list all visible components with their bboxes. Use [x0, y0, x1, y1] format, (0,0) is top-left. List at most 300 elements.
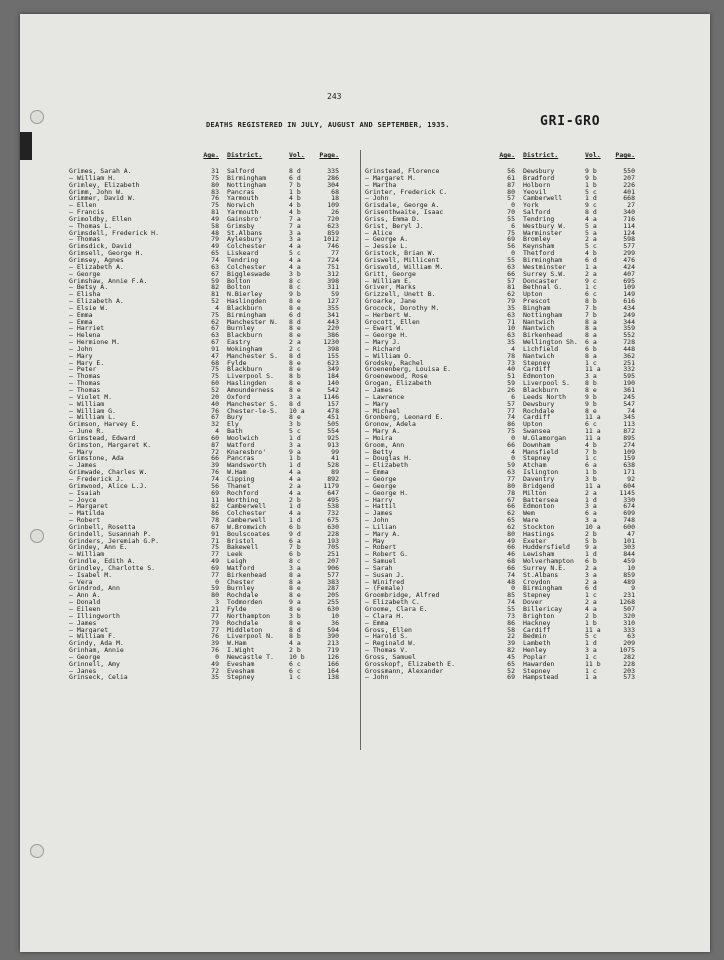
- entry-volume: 7 b: [585, 447, 597, 456]
- entry-volume: 8 a: [289, 577, 301, 586]
- entry-volume: 6 b: [585, 557, 597, 566]
- entry-district: Leeds North: [523, 393, 567, 401]
- entry-page: 226: [623, 180, 635, 189]
- entry-district: Stepney: [523, 359, 551, 367]
- entry-district: Liskeard: [227, 250, 259, 257]
- entry-volume: 9 c: [585, 276, 597, 285]
- entry-name: Groenenberg, Louisa E.: [365, 366, 452, 374]
- entry-district: Westminster: [523, 263, 567, 271]
- entry-age: 76: [211, 632, 219, 641]
- entry-page: 114: [623, 221, 635, 230]
- entry-page: 286: [327, 173, 339, 182]
- entry-age: 0: [511, 201, 515, 210]
- entry-district: Ware: [523, 517, 539, 524]
- entry-name: — Margaret: [69, 503, 109, 511]
- entry-name: Grist, Beryl J.: [365, 222, 424, 230]
- entry-name: — Lawrence: [365, 393, 405, 401]
- entry-age: 66: [211, 454, 219, 463]
- entry-district: Thetford: [523, 250, 555, 257]
- entry-district: Blackburn: [523, 387, 559, 394]
- entry-volume: 1 d: [585, 550, 597, 559]
- entry-page: 577: [623, 242, 635, 251]
- entry-name: — James: [69, 619, 97, 627]
- entry-district: Nantwich: [523, 318, 555, 326]
- entry-district: Woolwich: [227, 434, 259, 442]
- entry-district: Blackburn: [227, 332, 263, 340]
- entry-name: Griver, Marks: [365, 284, 416, 292]
- entry-district: Fylde: [227, 359, 247, 367]
- entry-name: — James: [69, 462, 97, 470]
- entry-district: Bradford: [523, 174, 555, 182]
- entry-name: Grimm, John W.: [69, 188, 124, 196]
- entry-volume: 7 b: [289, 180, 301, 189]
- entry-name: Grindell, Susannah P.: [69, 530, 152, 538]
- entry-volume: 1 b: [289, 454, 301, 463]
- entry-volume: 3 a: [289, 235, 301, 244]
- entry-volume: 8 e: [289, 297, 301, 306]
- entry-page: 207: [623, 173, 635, 182]
- entry-district: Prescot: [523, 298, 551, 305]
- entry-name: — William O.: [365, 352, 412, 360]
- entry-page: 448: [623, 344, 635, 353]
- entry-name: — Douglas H.: [365, 455, 412, 463]
- entry-page: 231: [623, 591, 635, 600]
- entry-page: 668: [623, 194, 635, 203]
- entry-name: — Clara H.: [365, 612, 405, 620]
- entry-age: 67: [211, 338, 219, 347]
- entry-district: Camberwell: [227, 517, 267, 524]
- entry-volume: 9 a: [289, 598, 301, 607]
- entry-age: 78: [507, 351, 515, 360]
- entry-district: Huddersfield: [523, 544, 570, 552]
- punch-hole-bottom: [30, 844, 44, 858]
- entry-page: 550: [623, 167, 635, 175]
- entry-age: 61: [507, 173, 515, 182]
- entry-age: 73: [507, 358, 515, 367]
- entry-district: Westbury W.: [523, 222, 567, 230]
- entry-page: 355: [327, 303, 339, 312]
- entry-name: Grinnell, Amy: [69, 660, 120, 668]
- entry-age: 59: [507, 461, 515, 470]
- entry-page: 245: [623, 392, 635, 401]
- entry-district: Blackburn: [227, 366, 263, 374]
- entry-volume: 9 d: [289, 529, 301, 538]
- entry-name: — Emma: [69, 318, 93, 326]
- entry-district: Hackney: [523, 619, 551, 627]
- entry-district: Swansea: [523, 428, 551, 435]
- entry-district: Battersea: [523, 496, 559, 504]
- entry-volume: 3 a: [289, 563, 301, 572]
- entry-age: 79: [211, 235, 219, 244]
- entry-age: 82: [507, 646, 515, 655]
- entry-volume: 1 d: [289, 502, 301, 511]
- entry-name: Grinseck, Celia: [69, 674, 128, 682]
- entry-page: 398: [327, 344, 339, 353]
- entry-age: 69: [507, 235, 515, 244]
- entry-page: 895: [623, 433, 635, 442]
- entry-volume: 8 b: [585, 379, 597, 388]
- entry-district: Downham: [523, 441, 551, 449]
- entry-name: — Hermione M.: [69, 339, 120, 346]
- entry-age: 22: [507, 632, 515, 641]
- entry-volume: 10 b: [289, 652, 305, 661]
- entry-name: Gross, Samuel: [365, 653, 416, 661]
- entry-district: Holborn: [523, 181, 551, 189]
- entry-age: 63: [211, 262, 219, 271]
- entry-page: 333: [623, 625, 635, 634]
- entry-name: Grosskopf, Elizabeth E.: [365, 660, 456, 668]
- entry-name: Grimson, Harvey E.: [69, 421, 140, 429]
- entry-district: Stockton: [523, 523, 555, 531]
- entry-name: — May: [365, 537, 385, 545]
- entry-page: 594: [327, 625, 339, 634]
- entry-page: 155: [327, 351, 339, 360]
- entry-district: Evesham: [227, 667, 255, 675]
- entry-volume: 8 c: [289, 283, 301, 292]
- entry-district: St.Albans: [523, 571, 559, 579]
- entry-volume: 4 a: [289, 242, 301, 251]
- entry-page: 616: [623, 297, 635, 306]
- page-heading: DEATHS REGISTERED IN JULY, AUGUST AND SEPTEMBER, 1935.: [206, 121, 450, 129]
- entry-name: Groarke, Jane: [365, 298, 416, 305]
- entry-page: 304: [327, 180, 339, 189]
- entry-volume: 8 e: [289, 324, 301, 333]
- entry-age: 56: [211, 481, 219, 490]
- entry-district: Rochdale: [523, 407, 555, 415]
- entry-name: — Moira: [365, 434, 393, 442]
- entry-age: 39: [211, 461, 219, 470]
- entry-district: Bury: [227, 414, 243, 422]
- entry-age: 6: [511, 392, 515, 401]
- entry-district: Mansfield: [523, 448, 559, 456]
- entry-name: — Joyce: [69, 496, 97, 504]
- entry-volume: 1 b: [289, 187, 301, 196]
- entry-district: Nottingham: [523, 311, 563, 319]
- entry-name: — Ewart W.: [365, 325, 405, 333]
- entry-age: 55: [507, 255, 515, 264]
- entry-volume: 1 c: [289, 673, 301, 682]
- entry-volume: 4 a: [289, 255, 301, 264]
- entry-age: 47: [211, 351, 219, 360]
- left-column-header: [69, 150, 339, 168]
- entry-name: — Janes: [69, 667, 97, 675]
- entry-page: 1075: [619, 646, 635, 655]
- entry-district: Doncaster: [523, 277, 559, 285]
- entry-name: — Mary: [69, 448, 93, 456]
- entry-age: 76: [211, 646, 219, 655]
- entry-district: Watford: [227, 441, 255, 449]
- entry-page: 109: [623, 283, 635, 292]
- entry-name: — Martha: [365, 181, 397, 189]
- entry-volume: 2 a: [585, 269, 597, 278]
- entry-volume: 3 b: [289, 611, 301, 620]
- entry-age: 76: [211, 406, 219, 415]
- entry-district: Camberwell: [227, 503, 267, 511]
- entry-volume: 6 d: [289, 310, 301, 319]
- entry-page: 166: [327, 659, 339, 668]
- entry-name: — Mary: [365, 400, 389, 408]
- entry-age: 66: [507, 502, 515, 511]
- register-page: [20, 14, 710, 952]
- entry-volume: 1 c: [585, 591, 597, 600]
- entry-age: 65: [211, 249, 219, 258]
- entry-age: 77: [507, 406, 515, 415]
- entry-volume: 4 b: [289, 194, 301, 203]
- entry-name: — Winifred: [365, 578, 405, 586]
- entry-age: 49: [211, 214, 219, 223]
- entry-age: 65: [507, 659, 515, 668]
- entry-volume: 1 d: [585, 194, 597, 203]
- entry-page: 1012: [323, 235, 339, 244]
- entry-district: Manchester N.: [227, 318, 278, 326]
- entry-volume: 4 a: [289, 488, 301, 497]
- entry-volume: 11 a: [585, 427, 601, 436]
- entry-age: 85: [507, 591, 515, 600]
- entry-volume: 11 a: [585, 413, 601, 422]
- entry-district: Haslingden: [227, 380, 267, 387]
- entry-age: 72: [211, 447, 219, 456]
- entry-page: 724: [327, 255, 339, 264]
- entry-name: — Richard: [365, 345, 401, 353]
- entry-name: — George: [69, 653, 101, 661]
- entry-volume: 6 d: [585, 255, 597, 264]
- entry-page: 68: [331, 187, 339, 196]
- entry-age: 67: [211, 522, 219, 531]
- entry-age: 80: [211, 591, 219, 600]
- entry-age: 0: [215, 652, 219, 661]
- entry-district: Fylde: [227, 606, 247, 613]
- entry-name: Grimoldby, Ellen: [69, 215, 132, 223]
- entry-name: — Robert G.: [365, 551, 409, 559]
- entry-volume: 8 d: [289, 167, 301, 175]
- entry-name: — Jessie L.: [365, 243, 409, 251]
- entry-name: Griss, Emma D.: [365, 215, 420, 223]
- entry-page: 164: [327, 666, 339, 675]
- entry-district: Worthing: [227, 496, 259, 504]
- entry-district: Cipping: [227, 475, 255, 483]
- entry-volume: 2 a: [585, 488, 597, 497]
- entry-page: 213: [327, 639, 339, 648]
- entry-district: Dover: [523, 599, 543, 606]
- entry-district: Birmingham: [523, 256, 563, 264]
- entry-page: 249: [623, 310, 635, 319]
- entry-age: 77: [211, 625, 219, 634]
- entry-age: 55: [507, 214, 515, 223]
- entry-name: Grindy, Ada M.: [69, 640, 124, 648]
- entry-page: 361: [623, 386, 635, 394]
- entry-page: 630: [327, 605, 339, 613]
- entry-volume: 4 a: [585, 605, 597, 613]
- entry-age: 66: [507, 440, 515, 449]
- entry-page: 647: [327, 488, 339, 497]
- entry-volume: 11 a: [585, 365, 601, 374]
- entry-district: Cardiff: [523, 366, 551, 374]
- entry-district: Evesham: [227, 660, 255, 668]
- entry-age: 52: [211, 297, 219, 306]
- register-entry: [69, 674, 339, 681]
- entry-district: Wandsworth: [227, 462, 267, 470]
- entry-volume: 2 a: [585, 235, 597, 244]
- entry-age: 71: [211, 536, 219, 545]
- entry-district: Stepney: [227, 674, 255, 682]
- entry-page: 925: [327, 433, 339, 442]
- entry-volume: 1 a: [585, 262, 597, 271]
- entry-volume: 8 a: [585, 331, 597, 340]
- entry-district: Warminster: [523, 229, 563, 237]
- entry-district: Billericay: [523, 606, 563, 613]
- entry-district: Islington: [523, 469, 559, 476]
- entry-volume: 3 a: [585, 570, 597, 579]
- entry-age: 74: [211, 255, 219, 264]
- entry-page: 844: [623, 550, 635, 559]
- entry-volume: 1 c: [585, 666, 597, 675]
- entry-volume: 3 a: [289, 228, 301, 237]
- entry-page: 675: [327, 516, 339, 525]
- entry-name: — Thomas: [69, 380, 101, 387]
- entry-page: 505: [327, 420, 339, 429]
- entry-name: — Vera: [69, 578, 93, 586]
- entry-age: 80: [211, 180, 219, 189]
- entry-name: Griswell, Millicent: [365, 256, 440, 264]
- entry-volume: 1 c: [585, 652, 597, 661]
- entry-name: — Robert: [69, 517, 101, 524]
- entry-district: Colchester: [227, 243, 267, 251]
- entry-volume: 7 a: [289, 214, 301, 223]
- entry-district: Bromley: [523, 236, 551, 244]
- entry-age: 75: [211, 543, 219, 552]
- entry-volume: 3 b: [585, 474, 597, 483]
- entry-name: — George A.: [365, 236, 409, 244]
- entry-district: Keynsham: [523, 243, 555, 251]
- entry-age: 83: [211, 187, 219, 196]
- entry-page: 312: [327, 269, 339, 278]
- entry-age: 52: [507, 666, 515, 675]
- entry-page: 311: [327, 283, 339, 292]
- entry-page: 732: [327, 509, 339, 518]
- entry-age: 74: [507, 598, 515, 607]
- entry-volume: 8 e: [289, 331, 301, 340]
- entry-page: 451: [327, 413, 339, 422]
- entry-volume: 8 b: [585, 297, 597, 306]
- entry-page: 528: [327, 461, 339, 470]
- entry-district: Cardiff: [523, 626, 551, 634]
- entry-district: Tendring: [227, 256, 259, 264]
- entry-volume: 1 c: [585, 358, 597, 367]
- entry-age: 71: [507, 317, 515, 326]
- entry-volume: 1 c: [585, 283, 597, 292]
- entry-page: 362: [623, 351, 635, 360]
- entry-volume: 6 a: [585, 338, 597, 347]
- entry-district: Biggleswade: [227, 270, 271, 278]
- entry-volume: 1 a: [585, 673, 597, 682]
- entry-age: 68: [507, 557, 515, 566]
- entry-name: — Margaret: [69, 626, 109, 634]
- entry-volume: 8 e: [585, 406, 597, 415]
- entry-age: 52: [211, 386, 219, 394]
- entry-age: 74: [211, 474, 219, 483]
- entry-district: Pancras: [227, 188, 255, 196]
- district-header: District.: [523, 151, 559, 159]
- entry-volume: 5 c: [585, 187, 597, 196]
- entry-age: 20: [211, 392, 219, 401]
- entry-age: 81: [211, 208, 219, 217]
- entry-name: — William E.: [365, 277, 412, 285]
- entry-district: Dewsbury: [523, 400, 555, 408]
- entry-age: 91: [211, 529, 219, 538]
- entry-age: 35: [507, 338, 515, 347]
- entry-volume: 3 a: [585, 646, 597, 655]
- entry-age: 77: [211, 570, 219, 579]
- entry-volume: 6 a: [585, 509, 597, 518]
- entry-name: Grimshaw, Annie F.A.: [69, 277, 148, 285]
- entry-age: 79: [507, 297, 515, 306]
- entry-age: 66: [507, 563, 515, 572]
- entry-name: Gronow, Adela: [365, 421, 416, 429]
- entry-page: 600: [623, 522, 635, 531]
- entry-page: 303: [623, 543, 635, 552]
- entry-age: 0: [511, 249, 515, 258]
- entry-page: 36: [331, 618, 339, 627]
- entry-district: Tendring: [523, 215, 555, 223]
- entry-name: — Elsie W.: [69, 304, 109, 312]
- entry-page: 101: [623, 536, 635, 545]
- entry-volume: 3 a: [585, 372, 597, 381]
- entry-district: W.Ham: [227, 469, 247, 476]
- entry-district: Birmingham: [227, 174, 267, 182]
- entry-volume: 3 b: [289, 420, 301, 429]
- entry-district: Birmingham: [227, 311, 267, 319]
- entry-district: Liverpool N.: [227, 633, 274, 641]
- entry-volume: 7 b: [289, 543, 301, 552]
- entry-page: 47: [627, 529, 635, 538]
- entry-volume: 4 a: [289, 262, 301, 271]
- entry-district: Stepney: [523, 455, 551, 463]
- entry-volume: 3 a: [289, 392, 301, 401]
- entry-volume: 6 b: [289, 550, 301, 559]
- entry-district: Bakewell: [227, 544, 259, 552]
- entry-page: 10: [627, 563, 635, 572]
- entry-page: 359: [623, 324, 635, 333]
- entry-volume: 2 c: [289, 344, 301, 353]
- entry-age: 66: [507, 269, 515, 278]
- entry-age: 49: [507, 536, 515, 545]
- entry-name: Grimwade, Charles W.: [69, 469, 148, 476]
- entry-page: 699: [623, 509, 635, 518]
- entry-district: Nantwich: [523, 352, 555, 360]
- entry-name: — Illingworth: [69, 612, 120, 620]
- entry-district: Hastings: [523, 530, 555, 538]
- entry-district: Todmorden: [227, 599, 263, 606]
- entry-name: Grocott, Ellen: [365, 318, 420, 326]
- entry-age: 56: [507, 242, 515, 251]
- entry-page: 41: [331, 454, 339, 463]
- entry-name: Grizzell, Unett B.: [365, 291, 436, 299]
- entry-name: — William H.: [69, 174, 116, 182]
- entry-name: — Harold S.: [365, 633, 409, 641]
- entry-name: — Emma: [365, 619, 389, 627]
- entry-volume: 5 c: [289, 249, 301, 258]
- entry-district: Surrey S.W.: [523, 270, 567, 278]
- entry-volume: 1 d: [289, 516, 301, 525]
- entry-volume: 8 d: [289, 351, 301, 360]
- entry-page: 595: [623, 372, 635, 381]
- entry-age: 74: [507, 570, 515, 579]
- entry-age: 0: [511, 433, 515, 442]
- entry-district: Colchester: [227, 510, 267, 518]
- entry-volume: 9 b: [585, 399, 597, 408]
- page-header: Page.: [319, 151, 339, 159]
- entry-age: 0: [511, 584, 515, 593]
